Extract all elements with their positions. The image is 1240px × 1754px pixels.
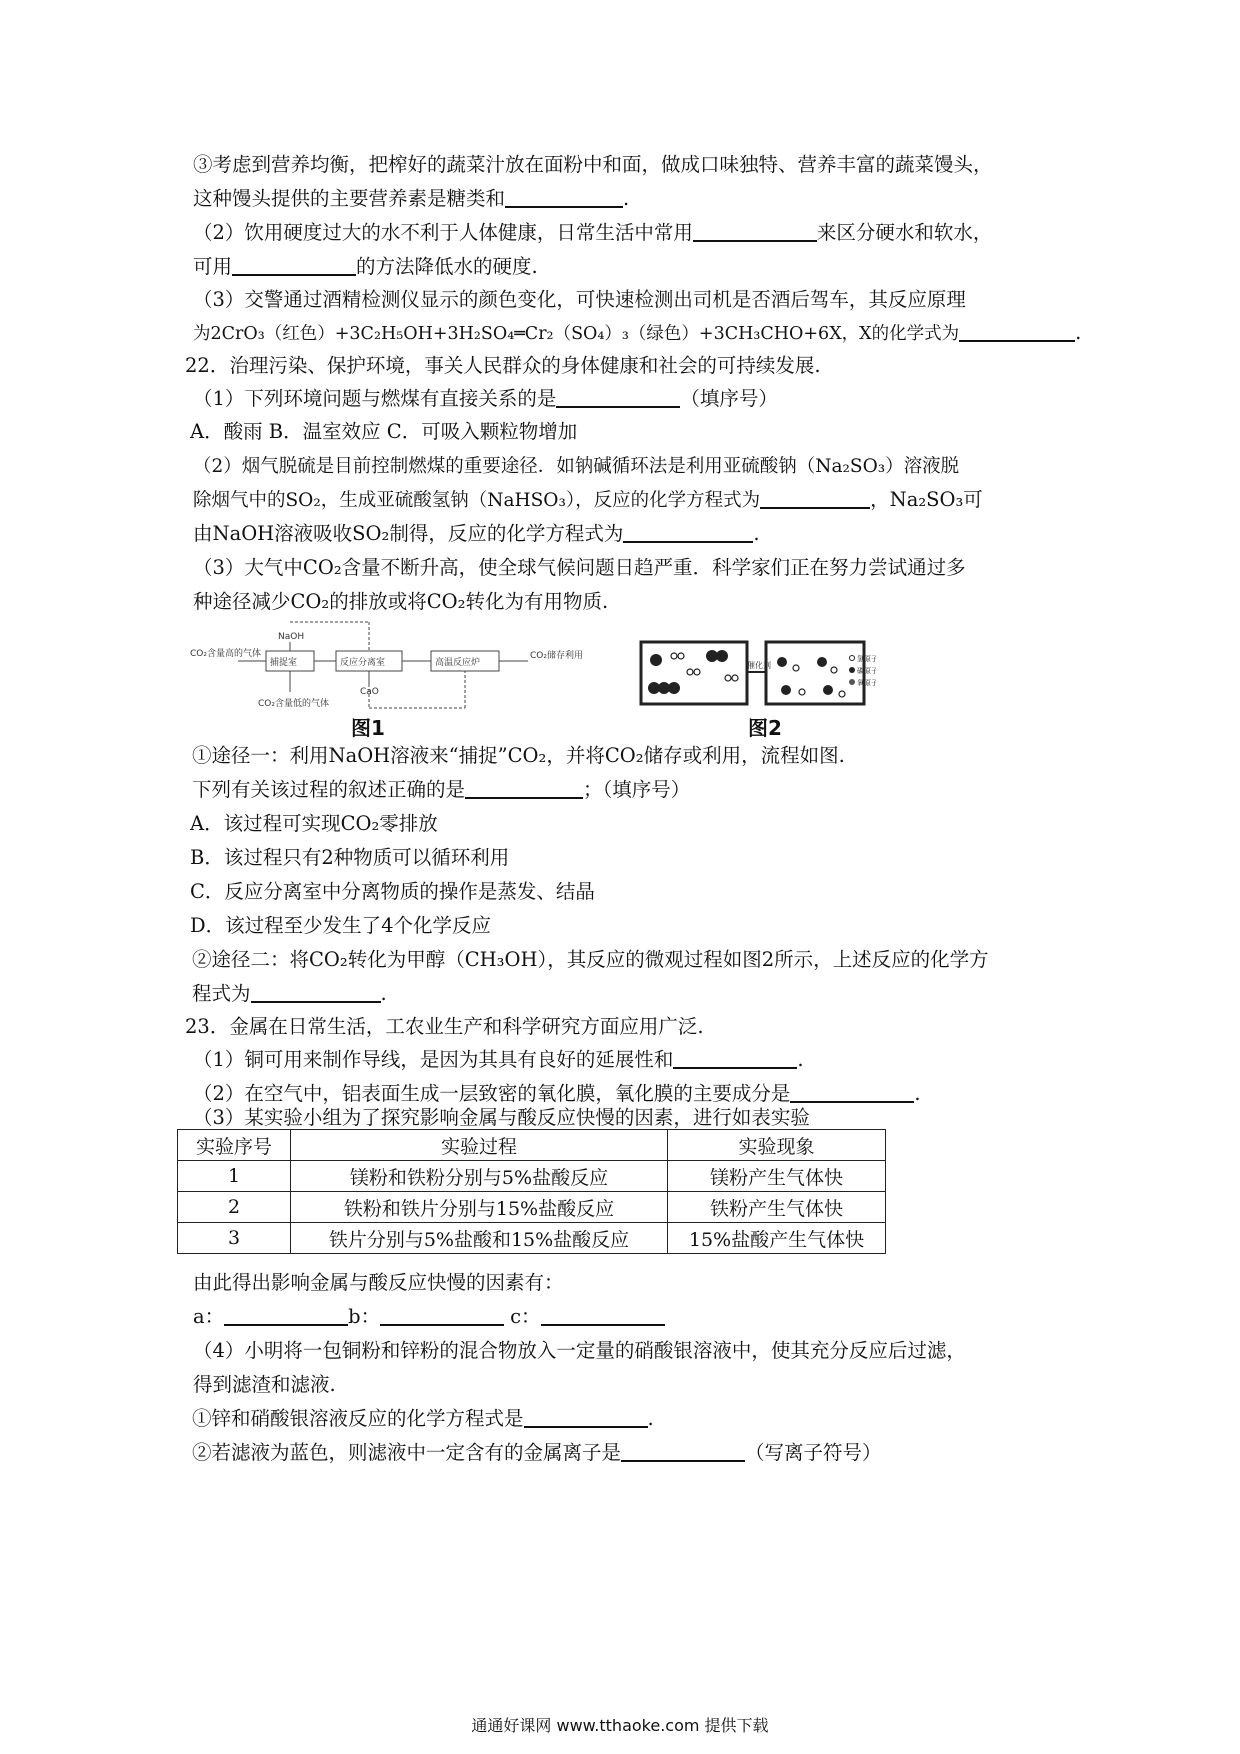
text-line: （2）饮用硬度过大的水不利于人体健康，日常生活中常用 来区分硬水和软水， bbox=[193, 221, 993, 244]
answer-blank[interactable] bbox=[621, 1440, 745, 1462]
text-line: （3）交警通过酒精检测仪显示的颜色变化，可快速检测出司机是否酒后驾车，其反应原理 bbox=[193, 288, 966, 311]
text-line: ③考虑到营养均衡，把榨好的蔬菜汁放在面粉中和面，做成口味独特、营养丰富的蔬菜馒头， bbox=[193, 153, 993, 176]
answer-blank[interactable] bbox=[232, 254, 356, 276]
answer-blank[interactable] bbox=[693, 220, 817, 242]
table-cell: 15%盐酸产生气体快 bbox=[668, 1223, 886, 1254]
text-line: （2）在空气中，铝表面生成一层致密的氧化膜，氧化膜的主要成分是 . bbox=[193, 1082, 921, 1105]
text-line: 种途径减少CO₂的排放或将CO₂转化为有用物质. bbox=[193, 590, 609, 613]
answer-blank-a[interactable] bbox=[224, 1304, 348, 1326]
text-line: ②若滤液为蓝色，则滤液中一定含有的金属离子是 （写离子符号） bbox=[192, 1441, 882, 1464]
table-cell: 铁粉和铁片分别与15%盐酸反应 bbox=[291, 1192, 668, 1223]
fig1-cao-label: CaO bbox=[360, 687, 379, 697]
options-line: A．酸雨 B．温室效应 C．可吸入颗粒物增加 bbox=[190, 420, 578, 443]
fig1-capture-box: 捕捉室 bbox=[270, 658, 298, 668]
fig2-arrow-label: 催化剂 bbox=[747, 661, 771, 670]
answer-blank[interactable] bbox=[556, 386, 680, 408]
option-c: C．反应分离室中分离物质的操作是蒸发、结晶 bbox=[190, 880, 595, 903]
fig1-output-label: CO₂储存利用 bbox=[530, 651, 583, 661]
answer-blank[interactable] bbox=[465, 777, 583, 799]
factor-blanks: a： b： c： bbox=[193, 1304, 665, 1330]
table-cell: 镁粉和铁粉分别与5%盐酸反应 bbox=[291, 1161, 668, 1192]
table-row bbox=[178, 1161, 886, 1192]
figure-1-flowchart bbox=[188, 612, 588, 732]
answer-blank[interactable] bbox=[760, 487, 870, 509]
table-cell: 铁片分别与5%盐酸和15%盐酸反应 bbox=[291, 1223, 668, 1254]
figure-2-caption: 图2 bbox=[748, 716, 782, 740]
text-line: 程式为 . bbox=[192, 982, 387, 1005]
answer-blank[interactable] bbox=[251, 981, 381, 1003]
text-line: （1）铜可用来制作导线，是因为其具有良好的延展性和 . bbox=[193, 1048, 804, 1071]
table-header-row bbox=[178, 1130, 886, 1161]
text-line: 由此得出影响金属与酸反应快慢的因素有： bbox=[193, 1271, 564, 1294]
answer-blank[interactable] bbox=[959, 320, 1075, 342]
text-line: ①锌和硝酸银溶液反应的化学方程式是 . bbox=[192, 1407, 654, 1430]
fig1-separate-box: 反应分离室 bbox=[340, 658, 386, 668]
fig1-input-label: CO₂含量高的气体 bbox=[190, 649, 261, 659]
table-cell: 1 bbox=[178, 1161, 291, 1192]
text-line: 由NaOH溶液吸收SO₂制得，反应的化学方程式为 . bbox=[193, 522, 760, 545]
text-line: （3）大气中CO₂含量不断升高，使全球气候问题日趋严重．科学家们正在努力尝试通过多 bbox=[193, 556, 966, 579]
text-line: 得到滤渣和滤液. bbox=[193, 1373, 336, 1396]
question-23-stem: 23．金属在日常生活，工农业生产和科学研究方面应用广泛. bbox=[185, 1015, 704, 1038]
text-line: 除烟气中的SO₂，生成亚硫酸氢钠（NaHSO₃），反应的化学方程式为 ，Na₂SO₃可 bbox=[193, 488, 983, 511]
fig2-legend-o: 氧原子 bbox=[857, 679, 876, 687]
text-line: （3）某实验小组为了探究影响金属与酸反应快慢的因素，进行如表实验 bbox=[193, 1106, 810, 1129]
option-b: B．该过程只有2种物质可以循环利用 bbox=[190, 846, 510, 869]
table-row bbox=[178, 1192, 886, 1223]
fig2-legend-c: 碳原子 bbox=[857, 667, 876, 675]
experiment-table bbox=[177, 1129, 886, 1254]
option-d: D．该过程至少发生了4个化学反应 bbox=[190, 914, 492, 937]
text-line: ②途径二：将CO₂转化为甲醇（CH₃OH），其反应的微观过程如图2所示，上述反应的化学方 bbox=[192, 948, 989, 971]
table-cell: 铁粉产生气体快 bbox=[668, 1192, 886, 1223]
fig1-furnace-box: 高温反应炉 bbox=[435, 658, 481, 668]
answer-blank[interactable] bbox=[790, 1081, 914, 1103]
text-line: 可用 的方法降低水的硬度. bbox=[193, 255, 538, 278]
fig2-legend-h: 氢原子 bbox=[857, 655, 876, 663]
table-row bbox=[178, 1223, 886, 1254]
answer-blank[interactable] bbox=[524, 1406, 648, 1428]
answer-blank-b[interactable] bbox=[380, 1304, 504, 1326]
table-header: 实验过程 bbox=[291, 1130, 668, 1161]
table-cell: 3 bbox=[178, 1223, 291, 1254]
table-cell: 2 bbox=[178, 1192, 291, 1223]
text-line: （2）烟气脱硫是目前控制燃煤的重要途径．如钠碱循环法是利用亚硫酸钠（Na₂SO₃）溶液脱 bbox=[193, 456, 960, 477]
figure-1-caption: 图1 bbox=[351, 716, 385, 740]
fig1-low-label: CO₂含量低的气体 bbox=[258, 699, 329, 709]
text-line: ①途径一：利用NaOH溶液来“捕捉”CO₂，并将CO₂储存或利用，流程如图. bbox=[192, 744, 845, 767]
fig1-naoh-label: NaOH bbox=[278, 632, 305, 642]
text-line: （4）小明将一包铜粉和锌粉的混合物放入一定量的硝酸银溶液中，使其充分反应后过滤， bbox=[193, 1339, 966, 1362]
page-footer: 通通好课网 www.tthaoke.com 提供下载 bbox=[471, 1716, 769, 1735]
text-line: （1）下列环境问题与燃煤有直接关系的是 （填序号） bbox=[193, 387, 778, 410]
option-a: A．该过程可实现CO₂零排放 bbox=[190, 812, 438, 835]
figure-2-molecules bbox=[636, 612, 876, 717]
answer-blank-c[interactable] bbox=[541, 1304, 665, 1326]
table-header: 实验序号 bbox=[178, 1130, 291, 1161]
answer-blank[interactable] bbox=[505, 186, 623, 208]
text-line: 下列有关该过程的叙述正确的是 ；（填序号） bbox=[192, 778, 691, 801]
question-22-stem: 22．治理污染、保护环境，事关人民群众的身体健康和社会的可持续发展. bbox=[185, 354, 821, 377]
table-header: 实验现象 bbox=[668, 1130, 886, 1161]
answer-blank[interactable] bbox=[623, 521, 753, 543]
text-line: 这种馒头提供的主要营养素是糖类和 . bbox=[193, 187, 630, 210]
table-cell: 镁粉产生气体快 bbox=[668, 1161, 886, 1192]
answer-blank[interactable] bbox=[673, 1047, 797, 1069]
text-line: 为2CrO₃（红色）+3C₂H₅OH+3H₂SO₄═Cr₂（SO₄）₃（绿色）+3CH₃CHO+6X，X的化学式为 . bbox=[193, 321, 1082, 344]
